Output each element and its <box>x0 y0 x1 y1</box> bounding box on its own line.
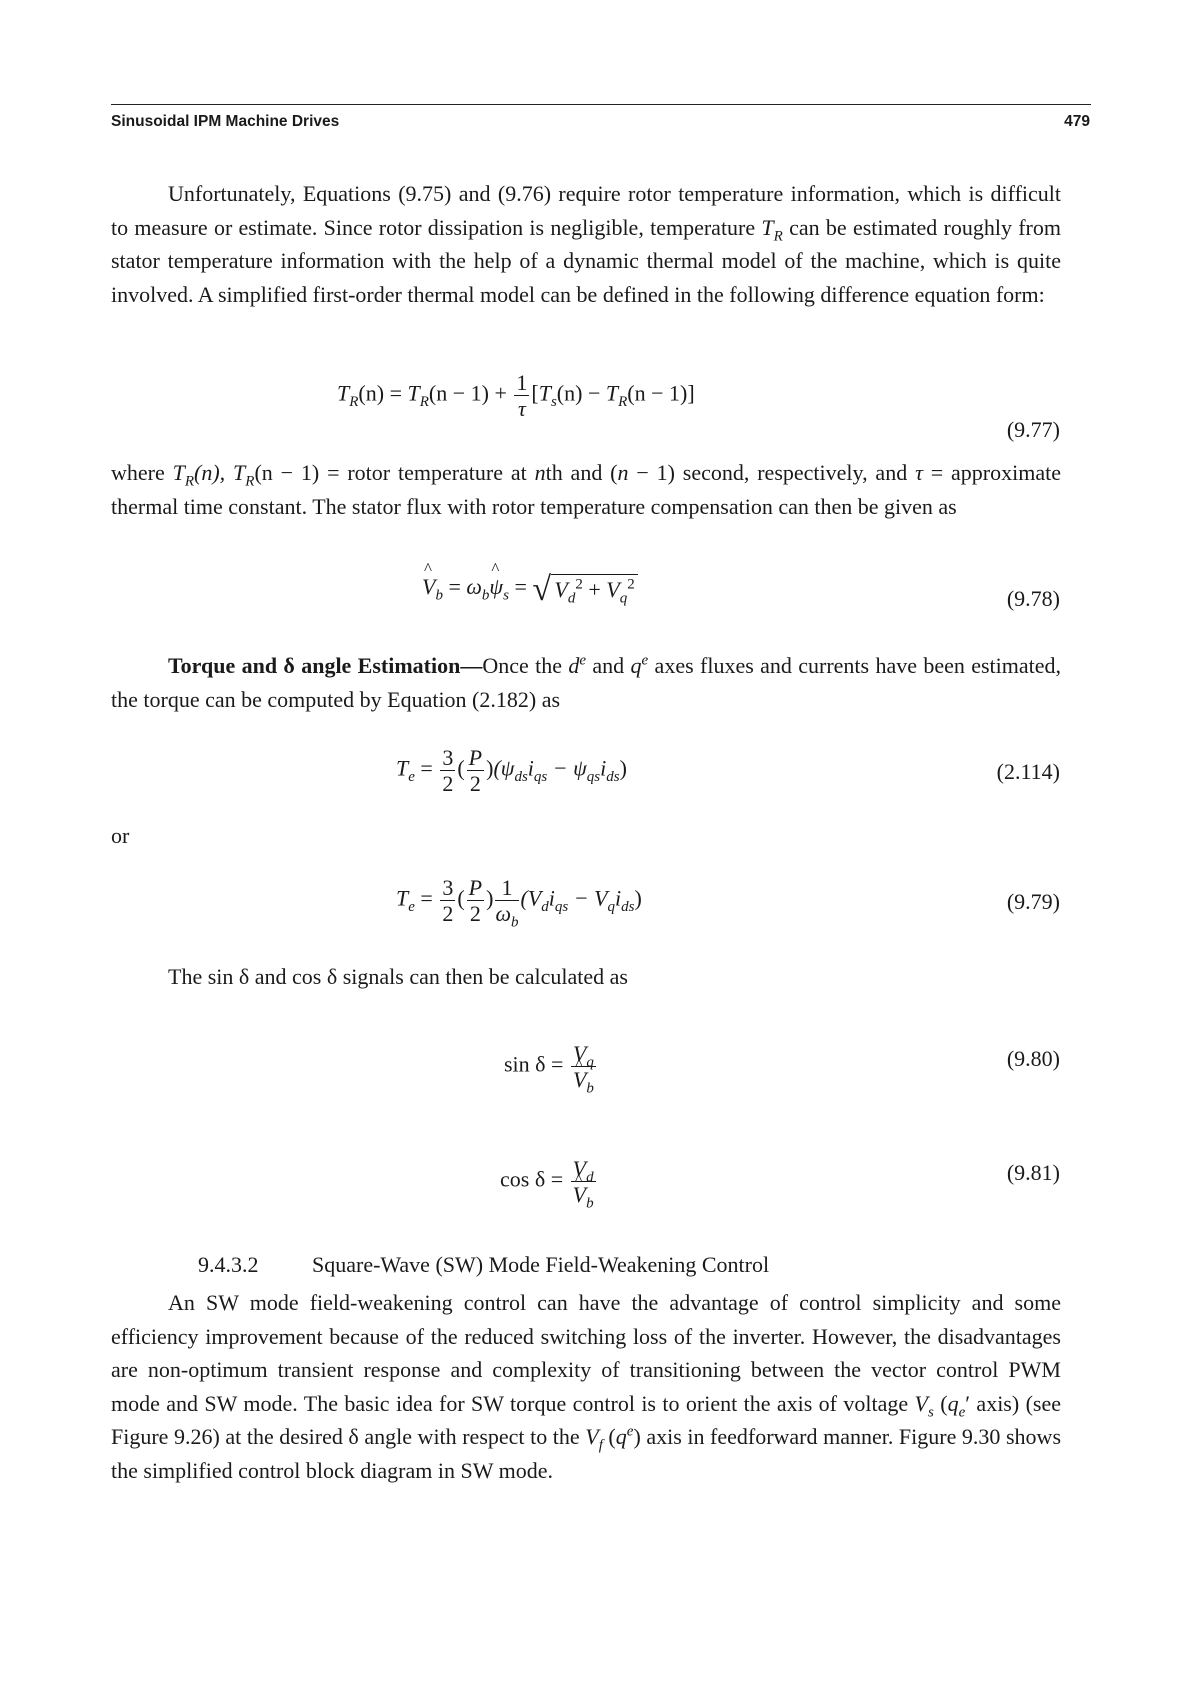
header-rule <box>111 104 1091 105</box>
paragraph-thermal-model: Unfortunately, Equations (9.75) and (9.76) require rotor temperature information, which is difficult to measure or estimate. Since rotor dissipation is negligible, temperature $T_R$ can be estimated roughly from stator temperature information with the help of a dynamic thermal model of the machine, which is quite involved. A simplified first-order thermal model can be defined in the following difference equation form: <box>111 181 1061 307</box>
page-number: 479 <box>1064 113 1090 130</box>
equation-9-77: $T_R(n) = T_R(n - 1)$ + $\frac{1}{\tau}$ $[T_s(n) - T_R(n - 1)]$ <box>337 370 695 421</box>
section-heading <box>198 1252 769 1278</box>
section-title: Square-Wave (SW) Mode Field-Weakening Control <box>312 1252 770 1277</box>
equation-number-9-79: (9.79) <box>1006 889 1060 914</box>
equation-number-9-77: (9.77) <box>1006 417 1060 442</box>
equation-number-2-114: (2.114) <box>996 759 1060 784</box>
equation-number-9-81: (9.81) <box>1006 1160 1060 1185</box>
paragraph-where-definitions: where $T_R(n)$, $T_R(n - 1)$ = rotor temperature at nth and (n − 1) second, respectively, and τ = approximate thermal time constant. The stator flux with rotor temperature compensation can then be given as <box>111 460 1062 519</box>
equation-9-78: ^ $V_b$ = $\omega_b\^{}$ $\psi_s$ = √ $V_d^2 + V_q^2$ <box>422 574 638 603</box>
connector-or: or <box>111 823 130 848</box>
paragraph-sw-mode: An SW mode field-weakening control can have the advantage of control simplicity and some efficiency improvement because of the reduced switching loss of the inverter. However, the disadvantages are non-optimum transient response and complexity of transitioning between the vector control PWM mode and SW mode. The basic idea for SW torque control is to orient the axis of voltage $V_s$ ($q_e'$ axis) (see Figure 9.26) at the desired δ angle with respect to the $V_f$ $(q^e)$ axis in feedforward manner. Figure 9.30 shows the simplified control block diagram in SW mode. <box>111 1290 1062 1483</box>
equation-9-79: $T_e$ = $\frac{3}{2}$ ( $\frac{P}{2}$ ) $\frac{1}{\omega_b}$ $(V_di_{qs} - V_qi_{ds})$ <box>396 875 642 931</box>
equation-2-114: $T_e$ = $\frac{3}{2}$ ( $\frac{P}{2}$ )$(\psi_{ds}i_{qs} - \psi_{qs}i_{ds})$ <box>396 745 627 796</box>
equation-number-9-80: (9.80) <box>1006 1046 1060 1071</box>
running-title: Sinusoidal IPM Machine Drives <box>111 113 340 130</box>
section-number: 9.4.3.2 <box>198 1252 259 1277</box>
paragraph-torque-estimation: Torque and δ angle Estimation—Once the $d^e$ and $q^e$ axes fluxes and currents have been estimated, the torque can be computed by Equation (2.182) as <box>111 652 1062 712</box>
equation-number-9-78: (9.78) <box>1006 586 1060 611</box>
equation-9-81: cos δ = $V_d$ ^ $V_b$ <box>500 1156 598 1207</box>
paragraph-sin-cos: The sin δ and cos δ signals can then be calculated as <box>168 964 628 989</box>
equation-9-80: sin δ = $V_q$ ^ $V_b$ <box>504 1041 598 1092</box>
